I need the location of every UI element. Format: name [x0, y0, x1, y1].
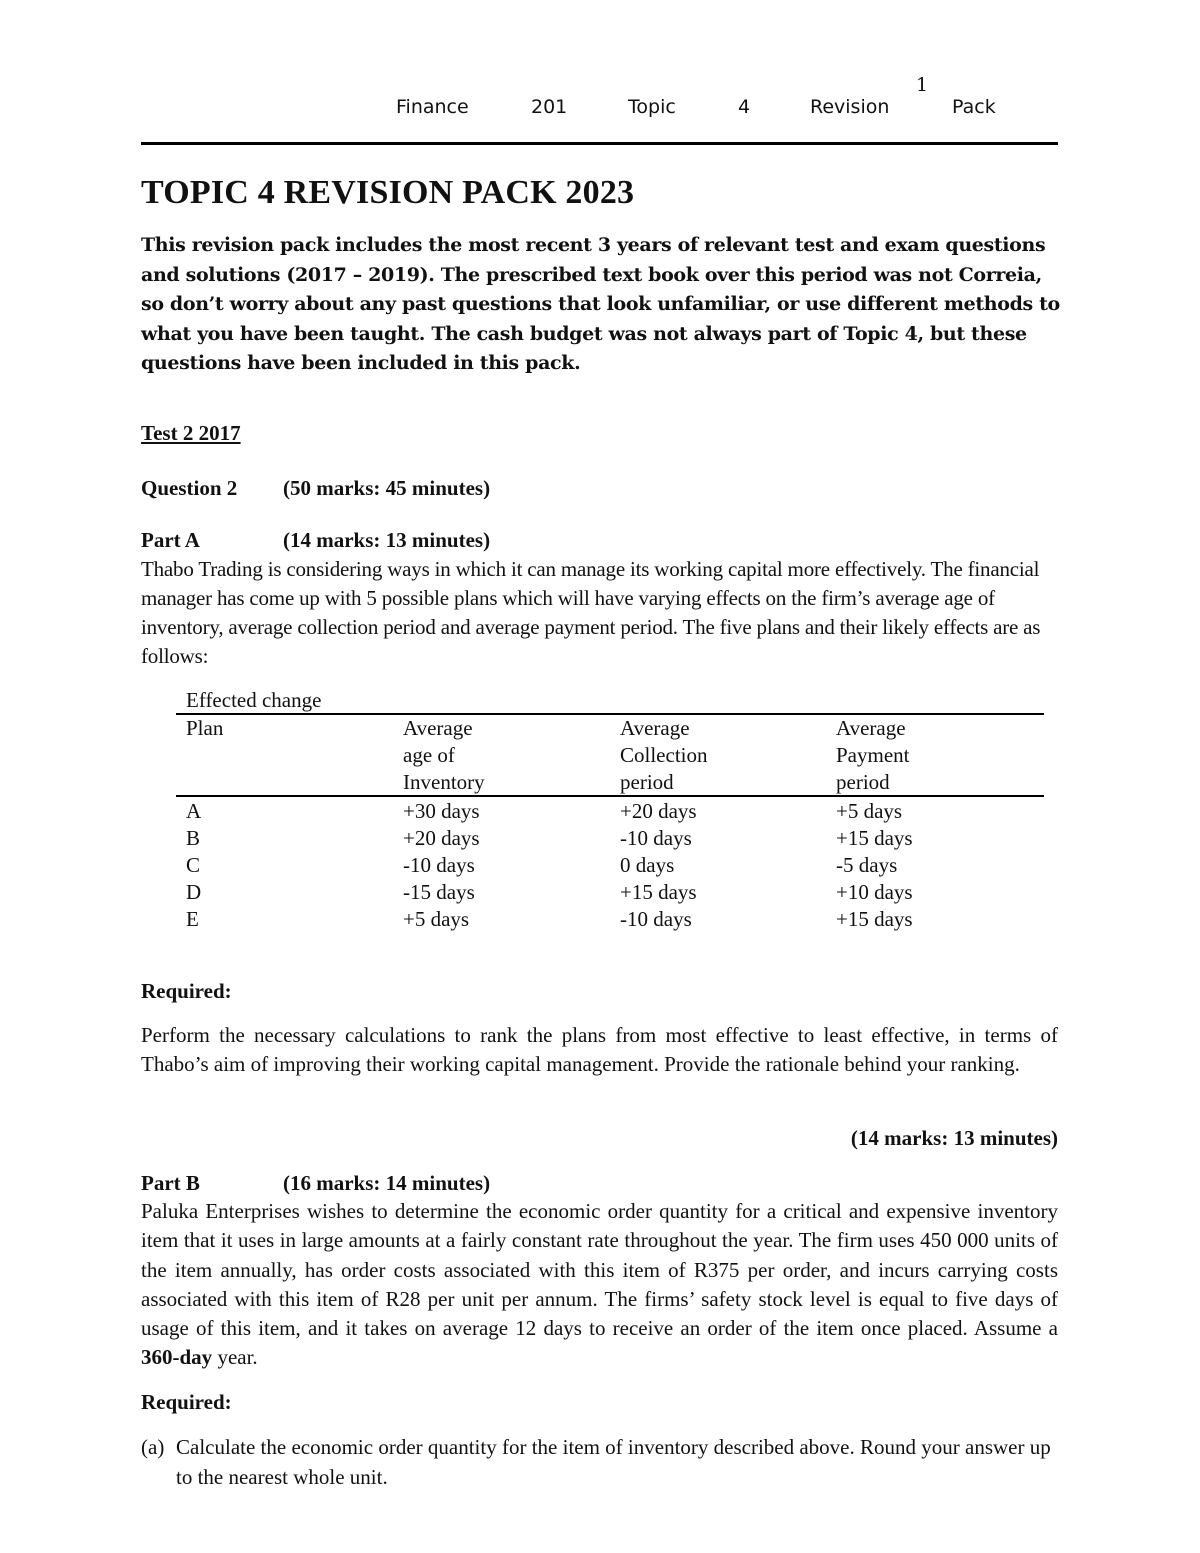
cell-collection: -10 days — [620, 907, 692, 931]
cell-plan: E — [186, 907, 199, 931]
document-title: TOPIC 4 REVISION PACK 2023 — [141, 174, 635, 211]
page-number: 1 — [916, 74, 929, 96]
cell-payment: -5 days — [836, 853, 898, 877]
question-heading — [141, 476, 1058, 501]
item-text: Calculate the economic order quantity for the item of inventory described above. Round your answer up to the nearest whole unit. — [176, 1435, 1051, 1489]
header-word: Revision — [810, 96, 890, 118]
table-header-rule — [176, 795, 1044, 797]
part-a-marks-right: (14 marks: 13 minutes) — [850, 1126, 1058, 1150]
part-b-required-label: Required: — [141, 1390, 232, 1414]
cell-plan: A — [186, 799, 202, 823]
part-a-label: Part A — [141, 528, 200, 552]
header-line: Plan — [186, 716, 224, 740]
table-header-inventory — [403, 715, 485, 796]
table-row — [176, 879, 1044, 906]
table-top-rule — [176, 713, 1044, 715]
header-line: Average — [620, 716, 690, 740]
part-a-marks: (14 marks: 13 minutes) — [283, 528, 491, 552]
table-row — [176, 852, 1044, 879]
header-word: 4 — [738, 96, 751, 118]
cell-inventory: +20 days — [403, 826, 480, 850]
item-label: (a) — [141, 1435, 165, 1459]
header-line: Collection — [620, 743, 708, 767]
part-a-body: Thabo Trading is considering ways in which it can manage its working capital more effectively. The financial manager has come up with 5 possible plans which will have varying effects on the firm’s average age of inventory, average collection period and average payment period. The five plans and their likely effects are as follows: — [141, 557, 1041, 668]
header-line: period — [620, 770, 674, 794]
running-header — [0, 96, 1200, 122]
cell-plan: D — [186, 880, 202, 904]
part-b-label: Part B — [141, 1171, 200, 1195]
cell-payment: +5 days — [836, 799, 903, 823]
part-b-body-emphasis: 360-day — [141, 1345, 213, 1370]
cell-payment: +15 days — [836, 907, 913, 931]
header-line: age of — [403, 743, 455, 767]
test-heading: Test 2 2017 — [141, 421, 241, 445]
table-header-payment — [836, 715, 910, 796]
cell-collection: +15 days — [620, 880, 697, 904]
table-caption: Effected change — [186, 688, 322, 712]
table-row — [176, 906, 1044, 933]
question-label: Question 2 — [141, 476, 238, 500]
cell-payment: +15 days — [836, 826, 913, 850]
header-word: Topic — [628, 96, 676, 118]
table-header-collection — [620, 715, 708, 796]
header-line: Payment — [836, 743, 910, 767]
cell-collection: -10 days — [620, 826, 692, 850]
cell-inventory: -10 days — [403, 853, 475, 877]
cell-plan: C — [186, 853, 201, 877]
part-b-body-end: year. — [217, 1345, 258, 1370]
part-a-required-label: Required: — [141, 979, 232, 1003]
header-line: period — [836, 770, 890, 794]
header-line: Inventory — [403, 770, 485, 794]
header-word: Finance — [396, 96, 469, 118]
header-word: Pack — [952, 96, 996, 118]
cell-payment: +10 days — [836, 880, 913, 904]
intro-paragraph: This revision pack includes the most recent 3 years of relevant test and exam questions and solutions (2017 – 2019). The prescribed text book over this period was not Correia, so don’t worry about any past questions that look unfamiliar, or use different methods to what you have been taught. The cash budget was not always part of Topic 4, but these questions have been included in this pack. — [141, 234, 1060, 374]
header-word: 201 — [531, 96, 568, 118]
cell-collection: +20 days — [620, 799, 697, 823]
part-b-marks: (16 marks: 14 minutes) — [283, 1171, 491, 1195]
header-line: Average — [836, 716, 906, 740]
part-b-body-text: Paluka Enterprises wishes to determine the economic order quantity for a critical and expensive inventory item that it uses in large amounts at a fairly constant rate throughout the year. The firm uses 450 000 units of the item annually, has order costs associated with this item of R375 per order, and incurs carrying costs associated with this item of R28 per unit per annum. The firms’ safety stock level is equal to five days of usage of this item, and it takes on average 12 days to receive an order of the item once placed. Assume a — [141, 1199, 1058, 1341]
header-divider — [141, 142, 1058, 145]
question-marks: (50 marks: 45 minutes) — [283, 476, 491, 500]
cell-inventory: +5 days — [403, 907, 470, 931]
table-row — [176, 825, 1044, 852]
part-b-heading — [141, 1171, 1058, 1196]
table-header-plan — [186, 715, 223, 742]
part-a-heading — [141, 528, 1058, 553]
header-line: Average — [403, 716, 473, 740]
cell-inventory: +30 days — [403, 799, 480, 823]
cell-plan: B — [186, 826, 201, 850]
cell-inventory: -15 days — [403, 880, 475, 904]
cell-collection: 0 days — [620, 853, 675, 877]
table-row — [176, 798, 1044, 825]
part-b-body — [141, 1197, 1058, 1373]
part-a-required-text: Perform the necessary calculations to rank the plans from most effective to least effective, in terms of Thabo’s aim of improving their working capital management. Provide the rationale behind your ranking. — [141, 1023, 1058, 1076]
